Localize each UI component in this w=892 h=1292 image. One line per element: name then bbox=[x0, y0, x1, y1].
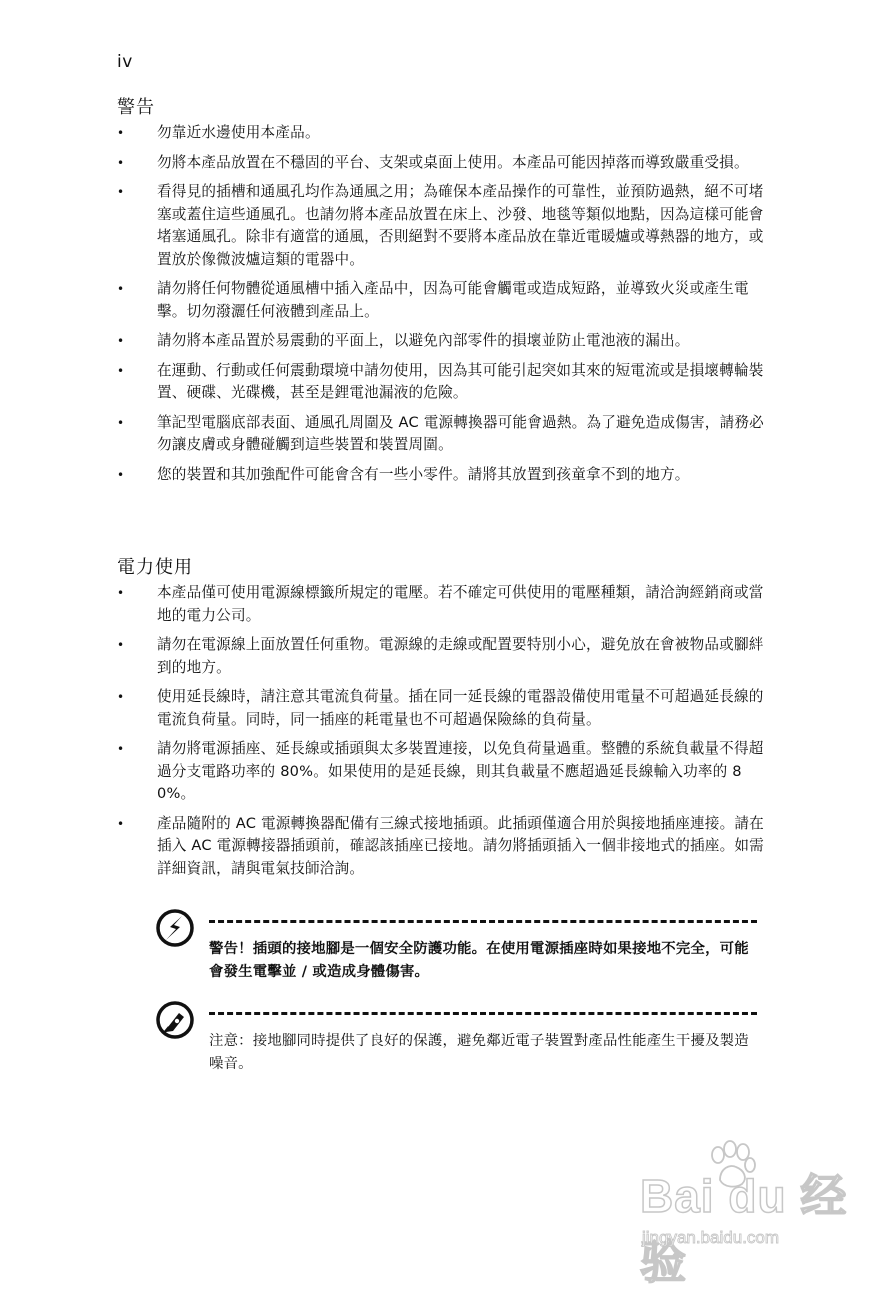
info-note bbox=[155, 1000, 760, 1090]
warning-list bbox=[117, 122, 767, 493]
bullet-icon: • bbox=[117, 334, 125, 348]
lightning-warning-icon bbox=[155, 908, 195, 948]
list-item-text: 您的裝置和其加強配件可能會含有一些小零件。請將其放置到孩童拿不到的地方。 bbox=[157, 465, 690, 483]
pen-note-icon bbox=[155, 1000, 195, 1040]
dashed-divider bbox=[209, 920, 757, 923]
info-note-text: 注意：接地腳同時提供了良好的保護，避免鄰近電子裝置對產品性能產生干擾及製造噪音。 bbox=[209, 1033, 749, 1072]
page-number: iv bbox=[117, 52, 133, 72]
bullet-icon: • bbox=[117, 185, 125, 199]
bullet-icon: • bbox=[117, 415, 125, 430]
bullet-icon: • bbox=[117, 467, 125, 482]
list-item-text: 請勿將電源插座、延長線或插頭與太多裝置連接，以免負荷量過重。整體的系統負載量不得超過分支電路功率的 80%。如果使用的是延長線，則其負載量不應超過延長線輸入功率的 80%。 bbox=[157, 740, 764, 802]
bullet-icon: • bbox=[117, 690, 125, 704]
power-list bbox=[117, 582, 767, 887]
bullet-icon: • bbox=[117, 155, 125, 170]
warning-note bbox=[155, 908, 760, 998]
list-item-text: 筆記型電腦底部表面、通風孔周圍及 AC 電源轉換器可能會過熱。為了避免造成傷害，請務必勿讓皮膚或身體碰觸到這些裝置和裝置周圍。 bbox=[157, 413, 764, 453]
list-item bbox=[117, 813, 767, 881]
list-item bbox=[117, 181, 767, 271]
dashed-divider bbox=[209, 1012, 757, 1015]
list-item-text: 請勿將本產品置於易震動的平面上，以避免內部零件的損壞並防止電池液的漏出。 bbox=[157, 332, 690, 349]
list-item bbox=[117, 464, 767, 487]
list-item bbox=[117, 738, 767, 806]
list-item bbox=[117, 152, 767, 175]
list-item-text: 在運動、行動或任何震動環境中請勿使用，因為其可能引起突如其來的短電流或是損壞轉輪裝置、硬碟、光碟機，甚至是鋰電池漏液的危險。 bbox=[157, 361, 764, 401]
list-item-text: 請勿將任何物體從通風槽中插入產品中，因為可能會觸電或造成短路，並導致火災或產生電擊。切勿潑灑任何液體到產品上。 bbox=[157, 280, 749, 320]
power-section-title: 電力使用 bbox=[117, 557, 193, 578]
list-item-text: 請勿在電源線上面放置任何重物。電源線的走線或配置要特別小心，避免放在會被物品或腳絆到的地方。 bbox=[157, 636, 764, 676]
list-item bbox=[117, 686, 767, 731]
baidu-watermark bbox=[640, 1140, 850, 1288]
bullet-icon: • bbox=[117, 282, 125, 296]
list-item-text: 看得見的插槽和通風孔均作為通風之用；為確保本產品操作的可靠性，並預防過熱，絕不可堵塞或蓋住這些通風孔。也請勿將本產品放置在床上、沙發、地毯等類似地點，因為這樣可能會堵塞通風孔。除非有適當的通風，否則絕對不要將本產品放在靠近電暖爐或導熱器的地方，或置放於像微波爐這類的電器中。 bbox=[157, 183, 764, 268]
bullet-icon: • bbox=[117, 742, 125, 756]
watermark-url: jingyan.baidu.com bbox=[642, 1228, 780, 1247]
warning-note-text: 警告！插頭的接地腳是一個安全防護功能。在使用電源插座時如果接地不完全，可能會發生電擊並 / 或造成身體傷害。 bbox=[209, 941, 749, 980]
bullet-icon: • bbox=[117, 586, 125, 600]
list-item-text: 本產品僅可使用電源線標籤所規定的電壓。若不確定可供使用的電壓種類，請洽詢經銷商或當地的電力公司。 bbox=[157, 584, 764, 624]
list-item bbox=[117, 582, 767, 627]
list-item-text: 使用延長線時，請注意其電流負荷量。插在同一延長線的電器設備使用電量不可超過延長線的電流負荷量。同時，同一插座的耗電量也不可超過保險絲的負荷量。 bbox=[157, 688, 764, 728]
list-item bbox=[117, 278, 767, 323]
list-item-text: 勿靠近水邊使用本產品。 bbox=[157, 124, 320, 141]
bullet-icon: • bbox=[117, 126, 125, 140]
list-item bbox=[117, 122, 767, 145]
list-item bbox=[117, 412, 767, 457]
bullet-icon: • bbox=[117, 816, 125, 831]
list-item-text: 勿將本產品放置在不穩固的平台、支架或桌面上使用。本產品可能因掉落而導致嚴重受損。 bbox=[157, 153, 749, 171]
list-item-text: 產品隨附的 AC 電源轉換器配備有三線式接地插頭。此插頭僅適合用於與接地插座連接。請在插入 AC 電源轉接器插頭前，確認該插座已接地。請勿將插頭插入一個非接地式的插座。如需詳細資訊，請與電氣技師洽詢。 bbox=[157, 814, 764, 877]
watermark-logo-text: Bai du 经验 bbox=[640, 1170, 848, 1288]
list-item bbox=[117, 634, 767, 679]
bullet-icon: • bbox=[117, 363, 125, 378]
bullet-icon: • bbox=[117, 638, 125, 652]
list-item bbox=[117, 360, 767, 405]
warning-section-title: 警告 bbox=[117, 97, 155, 118]
list-item bbox=[117, 330, 767, 353]
